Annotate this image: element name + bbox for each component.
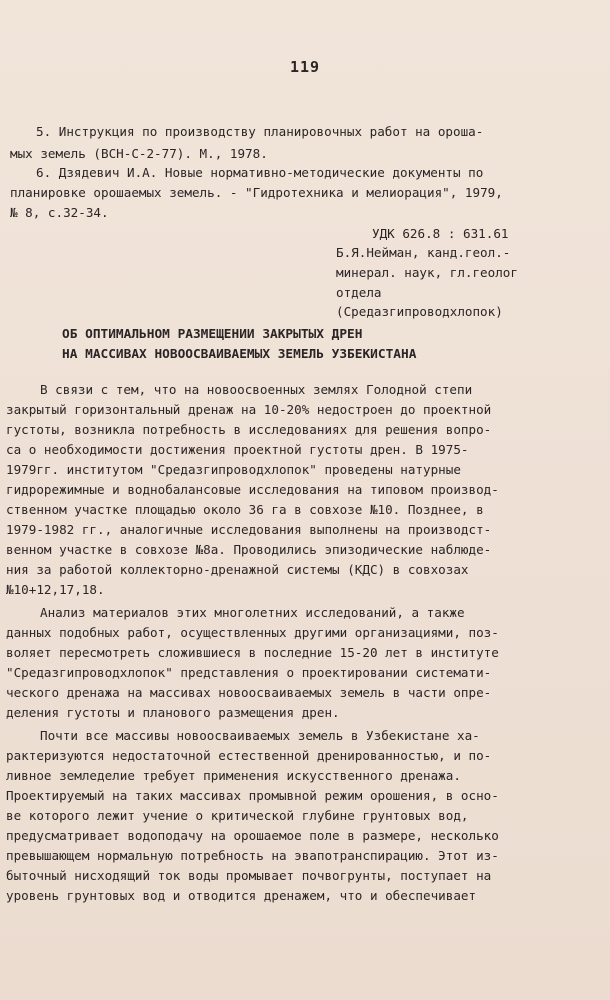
paragraph-1-line-9: венном участке в совхозе №8а. Проводились эпизодические наблюде-: [6, 542, 492, 557]
paragraph-1-line-6: гидрорежимные и воднобалансовые исследования на типовом производ-: [6, 482, 499, 497]
paragraph-3-line-9: уровень грунтовых вод и отводится дренажем, что и обеспечивает: [6, 888, 477, 903]
author-line-4: (Средазгипроводхлопок): [336, 304, 503, 319]
paragraph-3-line-8: быточный нисходящий ток воды промывает почвогрунты, поступает на: [6, 868, 492, 883]
paragraph-1-line-1: В связи с тем, что на новоосвоенных землях Голодной степи: [40, 382, 473, 397]
paragraph-1-line-11: №10+12,17,18.: [6, 582, 105, 597]
author-line-3: отдела: [336, 285, 382, 300]
paragraph-3-line-7: превышающем нормальную потребность на эвапотранспирацию. Этот из-: [6, 848, 499, 863]
paragraph-1-line-4: са о необходимости достижения проектной густоты дрен. В 1975-: [6, 442, 469, 457]
article-title-line-1: ОБ ОПТИМАЛЬНОМ РАЗМЕЩЕНИИ ЗАКРЫТЫХ ДРЕН: [62, 327, 363, 342]
paragraph-1-line-10: ния за работой коллекторно-дренажной системы (КДС) в совхозах: [6, 562, 469, 577]
reference-5-line-2: мых земель (ВСН-С-2-77). М., 1978.: [10, 146, 268, 161]
paragraph-2-line-4: "Средазгипроводхлопок" представления о проектировании системати-: [6, 665, 492, 680]
article-title-line-2: НА МАССИВАХ НОВООСВАИВАЕМЫХ ЗЕМЕЛЬ УЗБЕКИСТАНА: [62, 347, 417, 362]
page-number: 119: [289, 58, 321, 76]
paragraph-1-line-5: 1979гг. институтом "Средазгипроводхлопок" проведены натурные: [6, 462, 461, 477]
author-line-1: Б.Я.Нейман, канд.геол.-: [336, 245, 511, 260]
paragraph-3-line-3: ливное земледелие требует применения искусственного дренажа.: [6, 768, 461, 783]
paragraph-3-line-5: ве которого лежит учение о критической глубине грунтовых вод,: [6, 808, 469, 823]
udk-code: УДК 626.8 : 631.61: [372, 226, 509, 241]
reference-6-line-1: 6. Дзядевич И.А. Новые нормативно-методические документы по: [36, 165, 484, 180]
paragraph-2-line-1: Анализ материалов этих многолетних исследований, а также: [40, 605, 465, 620]
paragraph-1-line-3: густоты, возникла потребность в исследованиях для решения вопро-: [6, 422, 492, 437]
paragraph-2-line-5: ческого дренажа на массивах новоосваиваемых земель в части опре-: [6, 685, 492, 700]
reference-6-line-2: планировке орошаемых земель. - "Гидротехника и мелиорация", 1979,: [10, 185, 503, 200]
paragraph-1-line-7: ственном участке площадью около 36 га в совхозе №10. Позднее, в: [6, 502, 484, 517]
paragraph-1-line-8: 1979-1982 гг., аналогичные исследования выполнены на производст-: [6, 522, 492, 537]
paragraph-3-line-1: Почти все массивы новоосваиваемых земель в Узбекистане ха-: [40, 728, 480, 743]
paragraph-3-line-2: рактеризуются недостаточной естественной дренированностью, и по-: [6, 748, 492, 763]
paragraph-2-line-6: деления густоты и планового размещения дрен.: [6, 705, 340, 720]
paragraph-3-line-6: предусматривает водоподачу на орошаемое поле в размере, несколько: [6, 828, 499, 843]
paragraph-2-line-2: данных подобных работ, осуществленных другими организациями, поз-: [6, 625, 499, 640]
paragraph-3-line-4: Проектируемый на таких массивах промывной режим орошения, в осно-: [6, 788, 499, 803]
paragraph-2-line-3: воляет пересмотреть сложившиеся в последние 15-20 лет в институте: [6, 645, 499, 660]
author-line-2: минерал. наук, гл.геолог: [336, 265, 518, 280]
reference-5-line-1: 5. Инструкция по производству планировочных работ на ороша-: [36, 124, 484, 139]
reference-6-line-3: № 8, с.32-34.: [10, 205, 109, 220]
paragraph-1-line-2: закрытый горизонтальный дренаж на 10-20% недостроен до проектной: [6, 402, 492, 417]
